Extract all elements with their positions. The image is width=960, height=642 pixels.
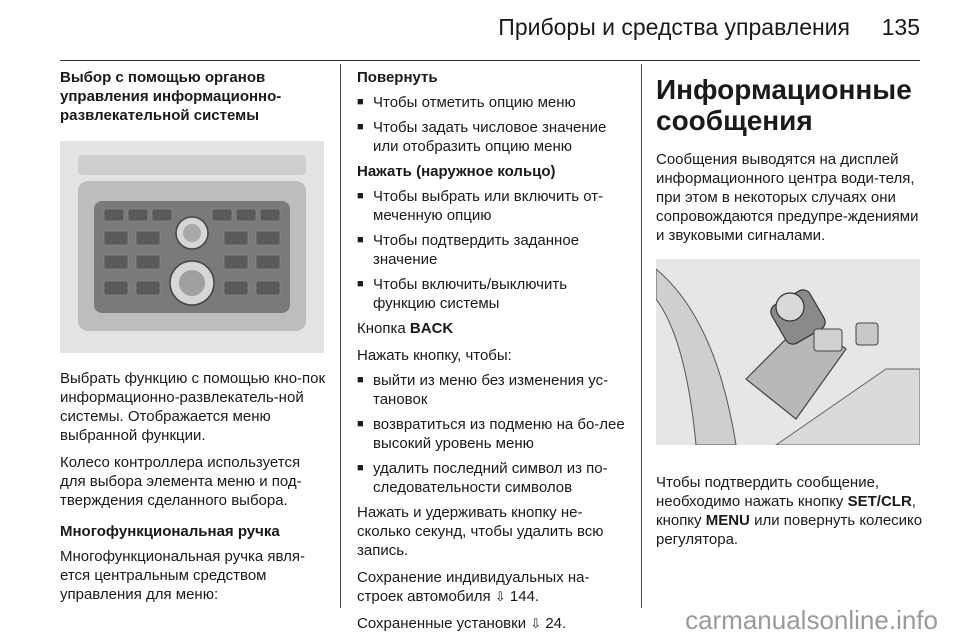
back-button-line: Кнопка BACK [357,320,454,337]
steering-stalk-figure [656,259,920,445]
column-2 [357,68,633,641]
list-item: ■ возвратиться из подменю на бо-лее высокий уровень меню [357,416,625,452]
page-ref-arrow-icon: ⇩ [530,616,542,631]
back-list [357,371,633,497]
column-1 [60,68,326,612]
set-clr-label: SET/CLR [847,493,912,510]
list-item: ■ Чтобы включить/выключить функцию системы [357,276,568,312]
page-number: 135 [881,14,920,40]
column-divider-1 [340,64,341,608]
column-divider-2 [641,64,642,608]
section-title: Информационные сообщения [656,74,912,136]
press-list [357,187,633,313]
bullet-icon: ■ [357,121,364,133]
infotainment-panel-figure [60,141,324,353]
list-item: ■ Чтобы выбрать или включить от-меченную опцию [357,188,604,224]
list-item: ■ удалить последний символ из по-следовательности символов [357,460,608,496]
watermark: carmanualsonline.info [685,605,938,635]
cross-reference: Сохраненные установки ⇩ 24. [357,615,567,632]
paragraph: Нажать кнопку, чтобы: [357,347,512,364]
cross-reference: Сохранение индивидуальных на-строек автомобиля ⇩ 144. [357,569,590,605]
header-divider [60,60,920,61]
section-heading: Выбор с помощью органов управления информационно-развлекательной системы [60,69,282,124]
paragraph: Нажать и удерживать кнопку не-сколько секунд, чтобы удалить всю запись. [357,504,604,559]
bullet-icon: ■ [357,462,364,474]
paragraph: Колесо контроллера используется для выбора элемента меню и под-тверждения сделанного выбора. [60,454,302,509]
list-item: ■ Чтобы подтвердить заданное значение [357,232,580,268]
list-item: ■ выйти из меню без изменения ус-тановок [357,372,609,408]
subsection-heading: Нажать (наружное кольцо) [357,163,556,180]
page-ref-arrow-icon: ⇩ [494,589,506,604]
page-header [0,0,960,60]
header-title: Приборы и средства управления [498,14,850,40]
subsection-heading: Повернуть [357,69,438,86]
list-item: ■ Чтобы отметить опцию меню [357,94,576,111]
bullet-icon: ■ [357,234,364,246]
paragraph: Многофункциональная ручка явля-ется центральным средством управления для меню: [60,548,306,603]
column-3 [656,68,924,557]
bullet-icon: ■ [357,96,364,108]
bullet-icon: ■ [357,278,364,290]
bullet-icon: ■ [357,374,364,386]
infotainment-panel-illustration [60,141,324,353]
paragraph: Чтобы подтвердить сообщение, необходимо нажать кнопку SET/CLR, кнопку MENU или повернуть колесико регулятора. [656,474,923,548]
steering-stalk-illustration [656,259,920,445]
paragraph: Выбрать функцию с помощью кно-пок информационно-развлекатель-ной системы. Отображается меню выбранной функции. [60,370,326,444]
menu-label: MENU [705,512,750,529]
bullet-icon: ■ [357,418,364,430]
subsection-heading: Многофункциональная ручка [60,523,280,540]
paragraph: Сообщения выводятся на дисплей информационного центра води-теля, при этом в некоторых случаях они сопровождаются предупре-ждениями и звуковыми сигналами. [656,151,919,244]
list-item: ■ Чтобы задать числовое значение или отобразить опцию меню [357,119,607,155]
back-label: BACK [409,320,454,337]
bullet-icon: ■ [357,190,364,202]
turn-list [357,93,633,156]
